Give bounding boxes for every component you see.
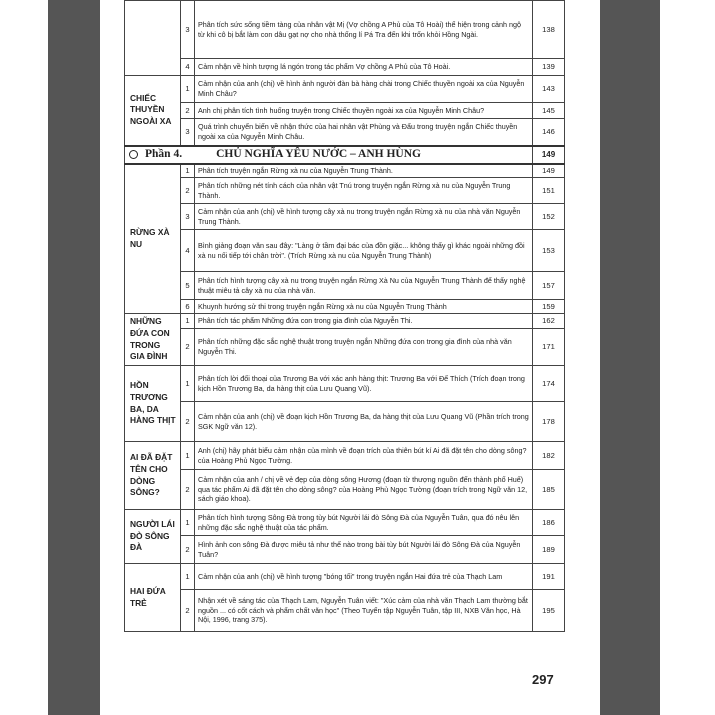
item-title: Cảm nhận của anh / chị về vẻ đẹp của dòng sông Hương (đoạn từ thượng nguồn đến thành phố Huế) qua tác phẩm Ai đã đặt tên cho dòng sông? của Hoàng Phủ Ngọc Tường (đoạn trích trong Ngữ văn 12, sách giáo khoa). bbox=[195, 470, 533, 510]
item-number: 1 bbox=[181, 366, 195, 402]
item-title: Phân tích truyện ngắn Rừng xà nu của Nguyễn Trung Thành. bbox=[195, 164, 533, 178]
item-number: 2 bbox=[181, 536, 195, 564]
table-row bbox=[125, 366, 565, 402]
item-title: Nhận xét về sáng tác của Thạch Lam, Nguyễn Tuân viết: "Xúc cảm của nhà văn Thạch Lam thường bắt nguồn ... có cốt cách và phẩm chất văn học" (Theo Tuyển tập Nguyễn Tuân, tập III, NXB Văn học, Hà Nội, 1996, trang 375). bbox=[195, 590, 533, 632]
item-number: 1 bbox=[181, 314, 195, 329]
table-row bbox=[125, 510, 565, 536]
item-number: 2 bbox=[181, 178, 195, 204]
topic-cell: NGƯỜI LÁI ĐÒ SÔNG ĐÀ bbox=[125, 510, 181, 564]
item-number: 1 bbox=[181, 164, 195, 178]
item-title: Phân tích lời đối thoại của Trương Ba với xác anh hàng thịt: Trương Ba với Đế Thích (Trích đoạn trong kịch Hồn Trương Ba, da hàng thịt của Lưu Quang Vũ). bbox=[195, 366, 533, 402]
item-page: 146 bbox=[533, 119, 565, 146]
part-title: CHỦ NGHĨA YÊU NƯỚC – ANH HÙNG bbox=[216, 147, 421, 160]
item-page: 189 bbox=[533, 536, 565, 564]
item-number: 4 bbox=[181, 230, 195, 272]
item-number: 3 bbox=[181, 1, 195, 59]
item-title: Cảm nhận của anh (chị) về đoạn kịch Hồn Trương Ba, da hàng thịt của Lưu Quang Vũ (Phần trích trong SGK Ngữ văn 12). bbox=[195, 402, 533, 442]
item-page: 143 bbox=[533, 76, 565, 103]
item-title: Anh (chị) hãy phát biểu cảm nhận của mình về đoạn trích của thiên bút kí Ai đã đặt tên cho dòng sông? của Hoàng Phủ Ngọc Tường. bbox=[195, 442, 533, 470]
item-page: 159 bbox=[533, 300, 565, 314]
item-number: 2 bbox=[181, 590, 195, 632]
part-header-row bbox=[125, 146, 565, 164]
item-page: 149 bbox=[533, 164, 565, 178]
item-number: 5 bbox=[181, 272, 195, 300]
part-page: 149 bbox=[533, 146, 565, 164]
item-title: Phân tích hình tượng Sông Đà trong tùy bút Người lái đò Sông Đà của Nguyễn Tuân, qua đó nêu lên những đặc sắc nghệ thuật của tác phẩm. bbox=[195, 510, 533, 536]
table-row bbox=[125, 119, 565, 146]
item-page: 195 bbox=[533, 590, 565, 632]
item-title: Hình ảnh con sông Đà được miêu tả như thế nào trong bài tùy bút Người lái đò Sông Đà của Nguyễn Tuân? bbox=[195, 536, 533, 564]
contents-table bbox=[124, 0, 565, 632]
table-row bbox=[125, 536, 565, 564]
item-title: Phân tích những đặc sắc nghệ thuật trong truyện ngắn Những đứa con trong gia đình của nhà văn Nguyễn Thi. bbox=[195, 329, 533, 366]
item-title: Cảm nhận về hình tượng lá ngón trong tác phẩm Vợ chồng A Phủ của Tô Hoài. bbox=[195, 59, 533, 76]
table-row bbox=[125, 164, 565, 178]
item-page: 191 bbox=[533, 564, 565, 590]
table-row bbox=[125, 314, 565, 329]
topic-cell: CHIẾC THUYỀN NGOÀI XA bbox=[125, 76, 181, 146]
item-page: 157 bbox=[533, 272, 565, 300]
item-number: 1 bbox=[181, 510, 195, 536]
table-row bbox=[125, 470, 565, 510]
item-page: 174 bbox=[533, 366, 565, 402]
item-number: 2 bbox=[181, 402, 195, 442]
table-row bbox=[125, 76, 565, 103]
topic-cell: RỪNG XÀ NU bbox=[125, 164, 181, 314]
table-row bbox=[125, 204, 565, 230]
item-number: 4 bbox=[181, 59, 195, 76]
item-page: 186 bbox=[533, 510, 565, 536]
table-row bbox=[125, 402, 565, 442]
item-title: Bình giảng đoạn văn sau đây: "Làng ở tầm đại bác của đồn giặc... không thấy gì khác ngoài những đồi xà nu nối tiếp tới chân trời". (Trích Rừng xà nu của Nguyễn Trung Thành) bbox=[195, 230, 533, 272]
item-number: 3 bbox=[181, 119, 195, 146]
item-number: 6 bbox=[181, 300, 195, 314]
item-page: 185 bbox=[533, 470, 565, 510]
item-page: 145 bbox=[533, 103, 565, 119]
item-title: Phân tích tác phẩm Những đứa con trong gia đình của Nguyễn Thi. bbox=[195, 314, 533, 329]
part-header bbox=[125, 146, 533, 164]
item-number: 1 bbox=[181, 442, 195, 470]
item-title: Khuynh hướng sử thi trong truyện ngắn Rừng xà nu của Nguyễn Trung Thành bbox=[195, 300, 533, 314]
circle-bullet-icon bbox=[129, 150, 138, 159]
table-row bbox=[125, 1, 565, 59]
item-page: 171 bbox=[533, 329, 565, 366]
table-row bbox=[125, 329, 565, 366]
item-page: 139 bbox=[533, 59, 565, 76]
item-title: Cảm nhận của anh (chị) về hình tượng "bóng tối" trong truyện ngắn Hai đứa trẻ của Thạch Lam bbox=[195, 564, 533, 590]
item-page: 152 bbox=[533, 204, 565, 230]
item-page: 182 bbox=[533, 442, 565, 470]
table-row bbox=[125, 442, 565, 470]
right-page-margin bbox=[600, 0, 660, 715]
item-title: Phân tích hình tượng cây xà nu trong truyện ngắn Rừng Xà Nu của Nguyễn Trung Thành để thấy nghệ thuật miêu tả cây xà nu của nhà văn. bbox=[195, 272, 533, 300]
table-row bbox=[125, 272, 565, 300]
topic-cell: HAI ĐỨA TRẺ bbox=[125, 564, 181, 632]
item-number: 2 bbox=[181, 329, 195, 366]
topic-cell: NHỮNG ĐỨA CON TRONG GIA ĐÌNH bbox=[125, 314, 181, 366]
item-number: 2 bbox=[181, 470, 195, 510]
left-page-margin bbox=[48, 0, 100, 715]
item-title: Cảm nhận của anh (chị) về hình tượng cây xà nu trong truyện ngắn Rừng xà nu của nhà văn Nguyễn Trung Thành. bbox=[195, 204, 533, 230]
table-row bbox=[125, 178, 565, 204]
table-row bbox=[125, 564, 565, 590]
page-number: 297 bbox=[532, 672, 554, 687]
item-number: 1 bbox=[181, 564, 195, 590]
item-title: Cảm nhận của anh (chị) về hình ảnh người đàn bà hàng chài trong Chiếc thuyền ngoài xa của Nguyễn Minh Châu? bbox=[195, 76, 533, 103]
topic-cell bbox=[125, 1, 181, 76]
part-label: Phần 4. bbox=[145, 147, 183, 160]
item-number: 2 bbox=[181, 103, 195, 119]
item-page: 151 bbox=[533, 178, 565, 204]
item-title: Quá trình chuyển biến về nhận thức của hai nhân vật Phùng và Đẩu trong truyện ngắn Chiếc thuyền ngoài xa của Nguyễn Minh Châu. bbox=[195, 119, 533, 146]
table-row bbox=[125, 59, 565, 76]
topic-cell: AI ĐÃ ĐẶT TÊN CHO DÒNG SÔNG? bbox=[125, 442, 181, 510]
item-title: Anh chị phân tích tình huống truyện trong Chiếc thuyền ngoài xa của Nguyễn Minh Châu? bbox=[195, 103, 533, 119]
table-row bbox=[125, 230, 565, 272]
item-page: 162 bbox=[533, 314, 565, 329]
item-title: Phân tích sức sống tiềm tàng của nhân vật Mị (Vợ chồng A Phủ của Tô Hoài) thể hiện trong cảnh ngộ từ khi cô bị bắt làm con dâu gạt nợ cho nhà thống lí Pá Tra đến khi trốn khỏi Hồng Ngài. bbox=[195, 1, 533, 59]
table-row bbox=[125, 590, 565, 632]
table-row bbox=[125, 300, 565, 314]
item-number: 3 bbox=[181, 204, 195, 230]
item-page: 153 bbox=[533, 230, 565, 272]
table-row bbox=[125, 103, 565, 119]
item-page: 178 bbox=[533, 402, 565, 442]
book-page bbox=[100, 0, 600, 715]
item-title: Phân tích những nét tính cách của nhân vật Tnú trong truyện ngắn Rừng xà nu của Nguyễn Trung Thành. bbox=[195, 178, 533, 204]
item-page: 138 bbox=[533, 1, 565, 59]
topic-cell: HỒN TRƯƠNG BA, DA HÀNG THỊT bbox=[125, 366, 181, 442]
item-number: 1 bbox=[181, 76, 195, 103]
